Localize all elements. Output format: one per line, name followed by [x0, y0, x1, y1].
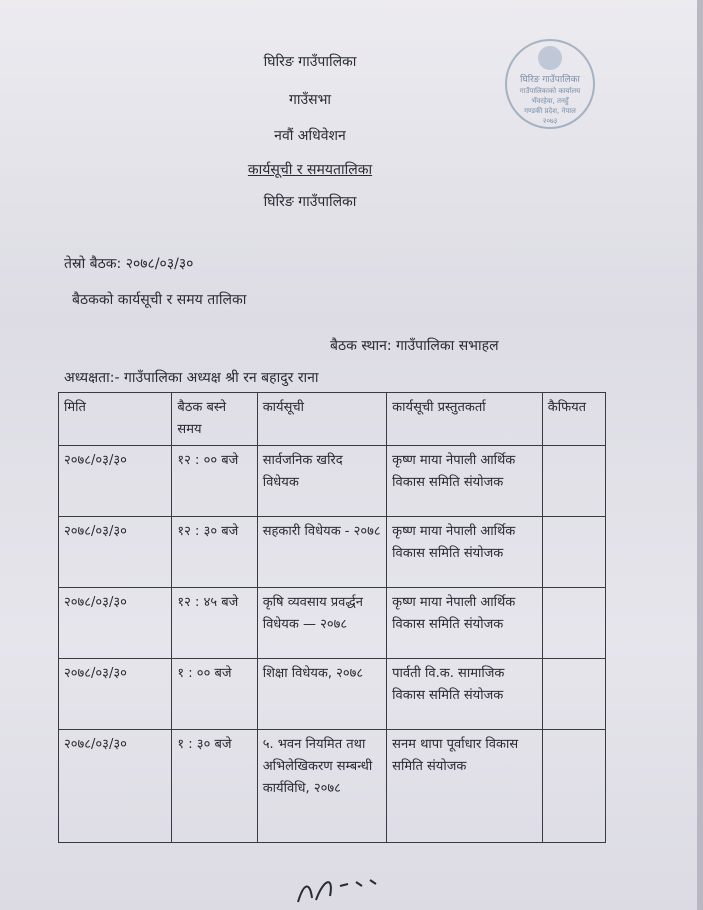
cell-date: २०७८/०३/३०: [59, 446, 172, 517]
seal-line1: घिरिङ गाउँपालिका: [520, 75, 580, 85]
cell-presenter: सनम थापा पूर्वाधार विकास समिति संयोजक: [387, 730, 543, 843]
cell-remark: [542, 730, 605, 843]
cell-agenda: शिक्षा विधेयक, २०७८: [257, 659, 386, 730]
cell-presenter: पार्वती वि.क. सामाजिक विकास समिति संयोजक: [387, 659, 543, 730]
venue-line: बैठक स्थान: गाउँपालिका सभाहल: [330, 338, 499, 354]
cell-date: २०७८/०३/३०: [59, 588, 172, 659]
cell-time: १२ : ३० बजे: [172, 517, 257, 588]
table-row: [59, 659, 606, 730]
cell-presenter: कृष्ण माया नेपाली आर्थिक विकास समिति संयोजक: [387, 446, 543, 517]
doc-title: कार्यसूची र समयतालिका: [247, 162, 373, 178]
cell-remark: [542, 659, 605, 730]
table-row: [59, 588, 606, 659]
cell-agenda: सहकारी विधेयक - २०७८: [257, 517, 386, 588]
cell-agenda: कृषि व्यवसाय प्रवर्द्धन विधेयक — २०७८: [257, 588, 386, 659]
seal-line5: २०७३: [542, 117, 558, 125]
cell-time: १२ : ०० बजे: [172, 446, 257, 517]
agenda-subtitle: बैठकको कार्यसूची र समय तालिका: [72, 292, 247, 308]
org-name-repeat: घिरिङ गाउँपालिका: [263, 194, 357, 210]
cell-agenda: सार्वजनिक खरिद विधेयक: [257, 446, 386, 517]
meeting-number: तेस्रो बैठक: २०७८/०३/३०: [64, 256, 194, 272]
chair-line: अध्यक्षता:- गाउँपालिका अध्यक्ष श्री रन बहादुर राना: [64, 370, 319, 386]
col-header-time: बैठक बस्ने समय: [172, 393, 257, 446]
col-header-date: मिति: [59, 393, 172, 446]
cell-date: २०७८/०३/३०: [59, 659, 172, 730]
cell-date: २०७८/०३/३०: [59, 730, 172, 843]
cell-time: १ : ३० बजे: [172, 730, 257, 843]
office-seal-stamp: [502, 36, 598, 132]
table-row: [59, 730, 606, 843]
org-name: घिरिङ गाउँपालिका: [263, 54, 357, 70]
cell-remark: [542, 588, 605, 659]
seal-line3: भँवरहेवा, तनहुँ: [531, 97, 569, 105]
cell-time: १२ : ४५ बजे: [172, 588, 257, 659]
session-label: नवौं अधिवेशन: [274, 128, 346, 144]
cell-time: १ : ०० बजे: [172, 659, 257, 730]
assembly-label: गाउँसभा: [288, 92, 332, 108]
table-row: [59, 517, 606, 588]
agenda-table: [58, 392, 606, 843]
signature-mark: [290, 872, 400, 906]
table-row: [59, 446, 606, 517]
col-header-presenter: कार्यसूची प्रस्तुतकर्ता: [387, 393, 543, 446]
cell-presenter: कृष्ण माया नेपाली आर्थिक विकास समिति संयोजक: [387, 588, 543, 659]
col-header-remarks: कैफियत: [542, 393, 605, 446]
col-header-agenda: कार्यसूची: [257, 393, 386, 446]
seal-line2: गाउँपालिकाको कार्यालय: [519, 87, 581, 95]
page-edge: [697, 0, 703, 910]
cell-remark: [542, 446, 605, 517]
cell-agenda: ५. भवन नियमित तथा अभिलेखिकरण सम्बन्धी कार्यविधि, २०७८: [257, 730, 386, 843]
table-header-row: [59, 393, 606, 446]
cell-date: २०७८/०३/३०: [59, 517, 172, 588]
cell-remark: [542, 517, 605, 588]
seal-line4: गण्डकी प्रदेश, नेपाल: [524, 107, 576, 115]
cell-presenter: कृष्ण माया नेपाली आर्थिक विकास समिति संयोजक: [387, 517, 543, 588]
